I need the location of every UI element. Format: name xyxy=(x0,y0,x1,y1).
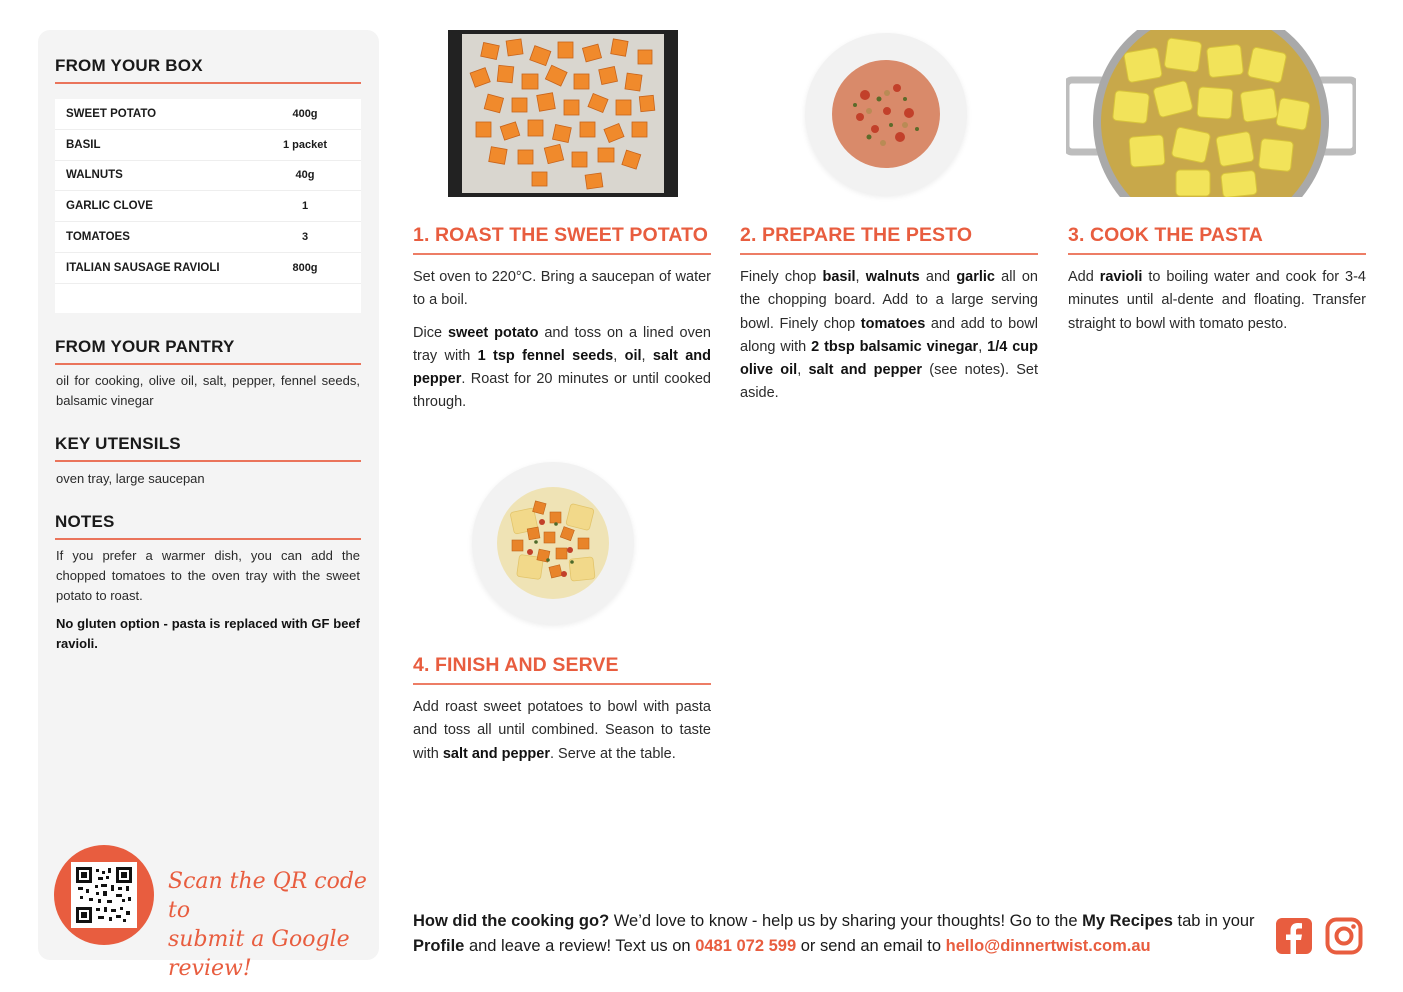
from-your-box-title: FROM YOUR BOX xyxy=(55,56,203,75)
ingredient-name: BASIL xyxy=(66,138,101,151)
roasted-sweet-potato-image xyxy=(448,30,678,197)
utensils-text: oven tray, large saucepan xyxy=(56,471,205,486)
divider xyxy=(55,82,361,84)
pantry-text: oil for cooking, olive oil, salt, pepper, fennel seeds, balsamic vinegar xyxy=(56,373,360,408)
ingredient-name: ITALIAN SAUSAGE RAVIOLI xyxy=(66,261,220,274)
text: Add xyxy=(1068,269,1100,285)
step-4-paragraph xyxy=(413,696,711,766)
text: all on the chopping board. Add to a large serving bowl. Finely chop xyxy=(740,269,1039,332)
text: , xyxy=(613,347,625,364)
sweet-potato-cubes-icon xyxy=(462,34,664,193)
notes-text: If you prefer a warmer dish, you can add the chopped tomatoes to the oven tray with the sweet potato to roast. xyxy=(56,548,360,603)
ingredient: salt and pepper xyxy=(413,347,712,388)
text: and xyxy=(919,269,957,285)
text: Add roast sweet potatoes to bowl with pasta and toss all until combined. Season to taste with xyxy=(413,699,711,762)
ingredient: tomatoes xyxy=(860,315,926,332)
ingredient: garlic xyxy=(956,269,995,285)
text: , xyxy=(797,362,809,379)
step-1-paragraph xyxy=(413,322,711,415)
qr-caption-line: Scan the QR code to xyxy=(168,869,367,923)
finished-dish-bowl-icon xyxy=(472,462,634,624)
facebook-icon[interactable] xyxy=(1275,917,1313,955)
ingredient: 2 tbsp balsamic vinegar xyxy=(811,338,979,355)
ingredient: salt and pepper xyxy=(442,745,550,762)
qr-badge[interactable] xyxy=(54,845,154,945)
step-3-body xyxy=(1068,266,1366,345)
divider xyxy=(413,253,711,255)
text: or send an email to xyxy=(796,937,946,955)
step-3-paragraph xyxy=(1068,266,1366,336)
ingredient: ravioli xyxy=(1099,269,1143,285)
text: , xyxy=(641,347,653,364)
ingredient-qty: 40g xyxy=(295,169,315,182)
instagram-icon[interactable] xyxy=(1325,917,1363,955)
finished-dish-image xyxy=(472,462,634,624)
feedback-question: How did the cooking go? xyxy=(413,912,610,930)
divider xyxy=(740,253,1038,255)
divider xyxy=(55,363,361,365)
table-row xyxy=(55,253,361,284)
tomato-pesto-bowl-icon xyxy=(805,33,967,195)
qr-code[interactable] xyxy=(71,862,137,928)
pasta-pot-icon xyxy=(1066,30,1356,197)
from-your-pantry-title: FROM YOUR PANTRY xyxy=(55,337,235,356)
text: tab in your xyxy=(1172,912,1255,930)
ingredient: salt and pepper xyxy=(808,362,923,379)
ingredient: 1 tsp fennel seeds xyxy=(477,347,614,364)
ingredient: oil xyxy=(624,347,642,364)
text: and leave a review! Text us on xyxy=(464,937,696,955)
sidebar-panel xyxy=(38,30,379,981)
tomato-pesto-image xyxy=(805,33,967,195)
qr-code-icon xyxy=(76,867,132,923)
text: and add to bowl along with xyxy=(740,315,1038,355)
ingredient-qty: 3 xyxy=(301,231,309,244)
notes-gluten-option: No gluten option - pasta is replaced with GF beef ravioli. xyxy=(56,616,360,651)
text: and toss on a lined oven tray with xyxy=(413,324,712,364)
step-1-paragraph: Set oven to 220°C. Bring a saucepan of water to a boil. xyxy=(413,269,711,309)
profile-label: Profile xyxy=(413,937,465,955)
ravioli-pot-image xyxy=(1066,30,1356,197)
notes-title: NOTES xyxy=(55,512,115,531)
ingredient-qty: 1 packet xyxy=(282,138,328,151)
ingredient-qty: 400g xyxy=(292,107,318,120)
divider xyxy=(55,538,361,540)
phone-link[interactable]: 0481 072 599 xyxy=(695,937,797,955)
table-row xyxy=(55,191,361,222)
qr-caption xyxy=(168,867,368,983)
email-link[interactable]: hello@dinnertwist.com.au xyxy=(945,937,1151,955)
ingredient: 1/4 cup olive oil xyxy=(740,338,1038,379)
text: Finely chop xyxy=(740,269,823,285)
my-recipes-label: My Recipes xyxy=(1082,912,1173,930)
step-1-body xyxy=(413,266,711,424)
divider xyxy=(413,683,711,685)
table-row xyxy=(55,222,361,253)
divider xyxy=(1068,253,1366,255)
table-row xyxy=(55,99,361,130)
key-utensils-title: KEY UTENSILS xyxy=(55,434,181,453)
text: , xyxy=(855,269,866,285)
ingredient-qty: 800g xyxy=(292,261,318,274)
ingredient: sweet potato xyxy=(447,324,539,341)
table-row xyxy=(55,130,361,161)
qr-caption-line: submit a Google review! xyxy=(168,927,350,981)
ingredient: basil xyxy=(822,269,856,285)
ingredient-name: WALNUTS xyxy=(66,169,123,182)
ingredients-table xyxy=(55,99,361,313)
ingredient-qty: 1 xyxy=(301,200,309,213)
text: . Roast for 20 minutes or until cooked through. xyxy=(413,371,711,411)
text: Dice xyxy=(413,324,448,341)
ingredient: walnuts xyxy=(865,269,920,285)
table-row xyxy=(55,161,361,192)
step-2-body xyxy=(740,266,1038,415)
divider xyxy=(55,460,361,462)
oven-tray xyxy=(462,34,664,193)
ingredient-name: GARLIC CLOVE xyxy=(66,200,153,213)
step-2-paragraph xyxy=(740,266,1038,406)
text: . Serve at the table. xyxy=(550,745,676,762)
step-4-body xyxy=(413,696,711,775)
text: (see notes). Set aside. xyxy=(740,362,1038,402)
text: to boiling water and cook for 3-4 minutes until al-dente and floating. Transfer straight to bowl with tomato pesto. xyxy=(1068,269,1366,332)
step-1-title: 1. ROAST THE SWEET POTATO xyxy=(413,224,709,246)
step-2-title: 2. PREPARE THE PESTO xyxy=(740,224,973,246)
feedback-footer xyxy=(413,909,1263,959)
ingredient-name: SWEET POTATO xyxy=(66,107,157,120)
step-4-title: 4. FINISH AND SERVE xyxy=(413,654,619,676)
ingredient-name: TOMATOES xyxy=(66,231,130,244)
text: , xyxy=(978,338,988,355)
text: We’d love to know - help us by sharing your thoughts! Go to the xyxy=(609,912,1083,930)
step-3-title: 3. COOK THE PASTA xyxy=(1068,224,1263,246)
